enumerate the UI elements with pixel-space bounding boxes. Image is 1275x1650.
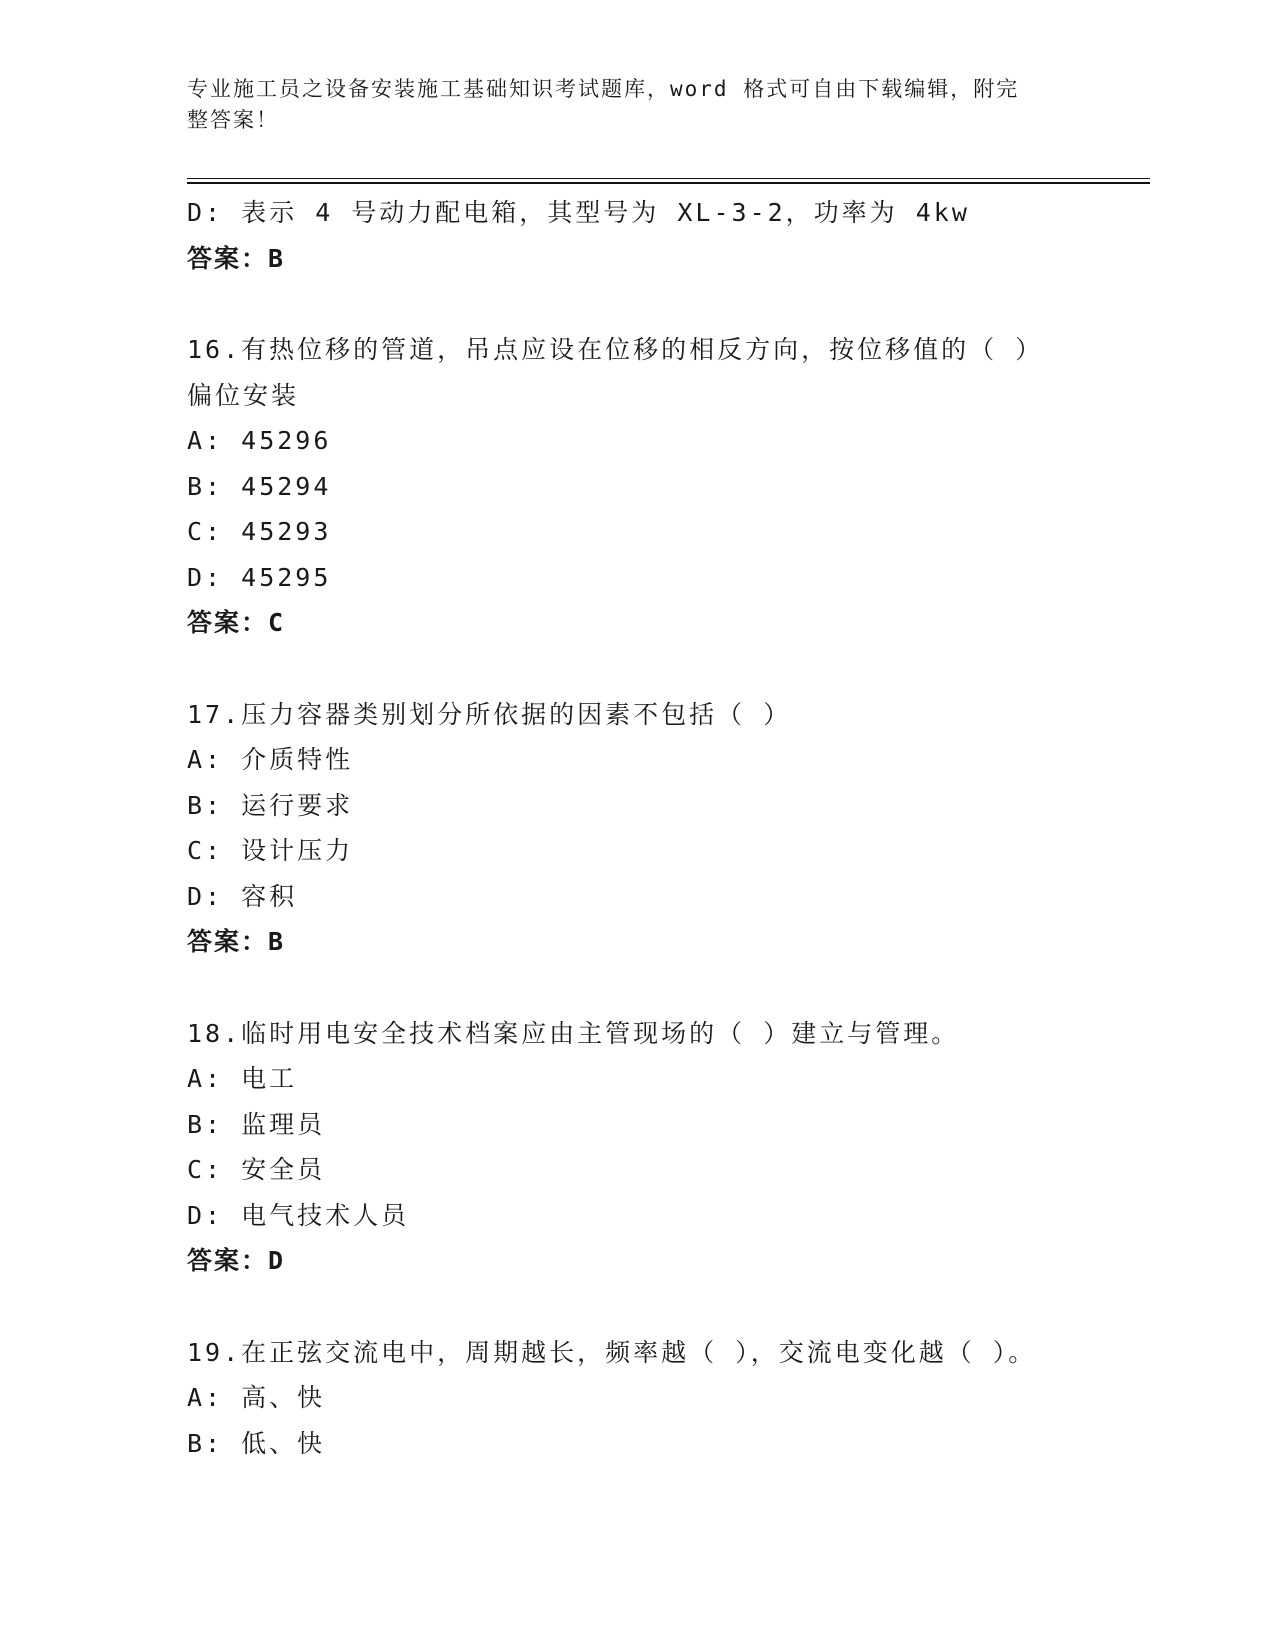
question-16 [187,327,1107,646]
option-b: B: 45294 [187,471,332,501]
option-a: A: 介质特性 [187,745,354,774]
option-d: D: 表示 4 号动力配电箱，其型号为 XL-3-2，功率为 4kw [187,198,970,227]
option-d: D: 容积 [187,881,298,911]
page-header [187,74,1067,136]
question-content [187,190,1107,1466]
question-stem: 19.在正弦交流电中，周期越长，频率越（ ），交流电变化越（ ）。 [187,1337,1037,1367]
answer: 答案：D [187,1246,286,1275]
option-a: A: 45296 [187,426,332,455]
option-b: B: 低、快 [187,1428,326,1458]
answer: 答案：B [187,927,286,956]
option-b: B: 监理员 [187,1109,326,1139]
option-c: C: 安全员 [187,1155,326,1184]
header-divider-thin [187,178,1150,179]
header-line-1: 专业施工员之设备安装施工基础知识考试题库，word 格式可自由下载编辑，附完 [187,77,1020,101]
option-a: A: 电工 [187,1064,298,1093]
previous-question-tail [187,190,1107,281]
option-d: D: 电气技术人员 [187,1200,410,1230]
answer: 答案：C [187,608,286,637]
question-stem: 17.压力容器类别划分所依据的因素不包括（ ） [187,699,792,729]
question-19 [187,1330,1107,1467]
option-d: D: 45295 [187,562,332,592]
question-stem-continued: 偏位安装 [187,380,300,410]
question-18 [187,1011,1107,1284]
header-divider-thick [187,182,1150,184]
option-b: B: 运行要求 [187,790,354,820]
question-17 [187,692,1107,965]
option-a: A: 高、快 [187,1383,326,1412]
question-stem: 18.临时用电安全技术档案应由主管现场的（ ）建立与管理。 [187,1018,960,1048]
question-stem: 16.有热位移的管道，吊点应设在位移的相反方向，按位移值的（ ） [187,335,1044,364]
answer: 答案：B [187,243,286,273]
option-c: C: 设计压力 [187,836,354,865]
option-c: C: 45293 [187,517,332,546]
header-line-2: 整答案！ [187,108,279,132]
